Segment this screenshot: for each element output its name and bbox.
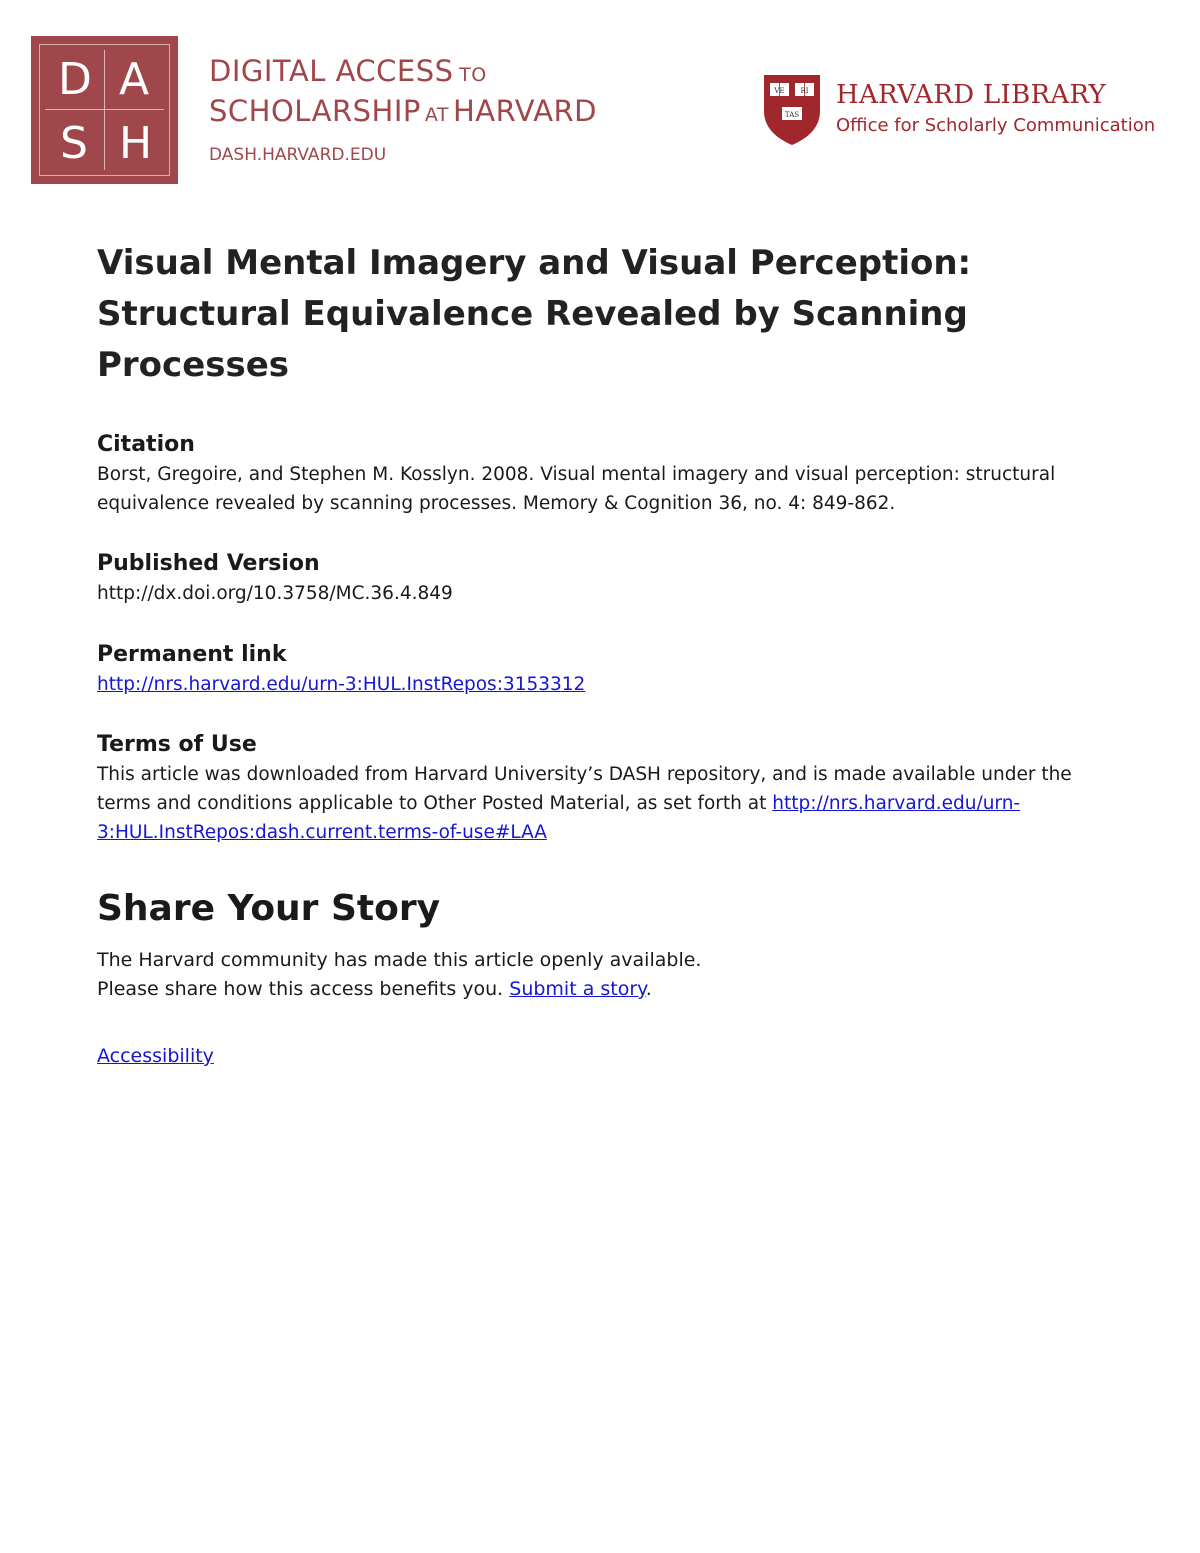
shield-text-ve: VE (774, 87, 785, 95)
dash-title-to: TO (459, 64, 487, 86)
dash-logo-letter-a: A (119, 54, 150, 105)
dash-logo-divider-vertical (104, 50, 105, 170)
harvard-library-name: HARVARD LIBRARY (836, 80, 1107, 110)
document-title: Visual Mental Imagery and Visual Perception: Structural Equivalence Revealed by Scanning Processes (97, 243, 972, 385)
shield-text-tas: TAS (784, 111, 800, 119)
share-line-1: The Harvard community has made this article openly available. (97, 949, 702, 971)
dash-logo (31, 36, 178, 184)
accessibility-link[interactable]: Accessibility (97, 1045, 214, 1067)
dash-title-digital-access: DIGITAL ACCESS (209, 54, 454, 88)
dash-logo-letter-d: D (58, 54, 92, 105)
terms-of-use-link[interactable]: http://nrs.harvard.edu/urn-3:HUL.InstRepos:dash.current.terms-of-use#LAA (97, 793, 1021, 843)
published-version-heading: Published Version (97, 551, 320, 576)
share-line-2: Please share how this access benefits you. (97, 978, 504, 1000)
terms-of-use-paragraph (97, 760, 1097, 847)
published-version-text: http://dx.doi.org/10.3758/MC.36.4.849 (97, 583, 453, 604)
published-version-section (97, 549, 1097, 608)
dash-title-scholarship: SCHOLARSHIP (209, 94, 421, 128)
citation-heading: Citation (97, 432, 195, 457)
dash-url: DASH.HARVARD.EDU (209, 145, 387, 165)
share-your-story-text (97, 946, 1097, 1004)
terms-of-use-text: This article was downloaded from Harvard University’s DASH repository, and is made available under the terms and conditions applicable to Other Posted Material, as set forth at (97, 764, 1072, 814)
harvard-shield-icon (762, 73, 822, 146)
shield-text-ri: RI (800, 87, 809, 95)
dash-title-at: AT (424, 104, 449, 126)
accessibility-container (97, 1042, 214, 1071)
share-line-2-period: . (645, 978, 652, 1000)
citation-text: Borst, Gregoire, and Stephen M. Kosslyn. 2008. Visual mental imagery and visual perception: structural equivalence revealed by scanning processes. Memory & Cognition 36, no. 4: 849-862. (97, 464, 1056, 514)
harvard-library-subtitle: Office for Scholarly Communication (836, 115, 1156, 136)
dash-logo-letter-h: H (119, 118, 153, 169)
permanent-link-heading: Permanent link (97, 642, 287, 667)
dash-title-harvard: HARVARD (453, 94, 598, 128)
submit-story-link[interactable]: Submit a story (509, 978, 646, 1000)
permanent-link-url[interactable]: http://nrs.harvard.edu/urn-3:HUL.InstRepos:3153312 (97, 674, 586, 695)
share-your-story-heading: Share Your Story (97, 888, 441, 929)
permanent-link-section (97, 640, 1097, 699)
terms-of-use-heading: Terms of Use (97, 732, 257, 757)
dash-logo-letter-s: S (60, 118, 88, 169)
citation-section (97, 430, 1097, 518)
terms-of-use-section (97, 730, 1097, 847)
